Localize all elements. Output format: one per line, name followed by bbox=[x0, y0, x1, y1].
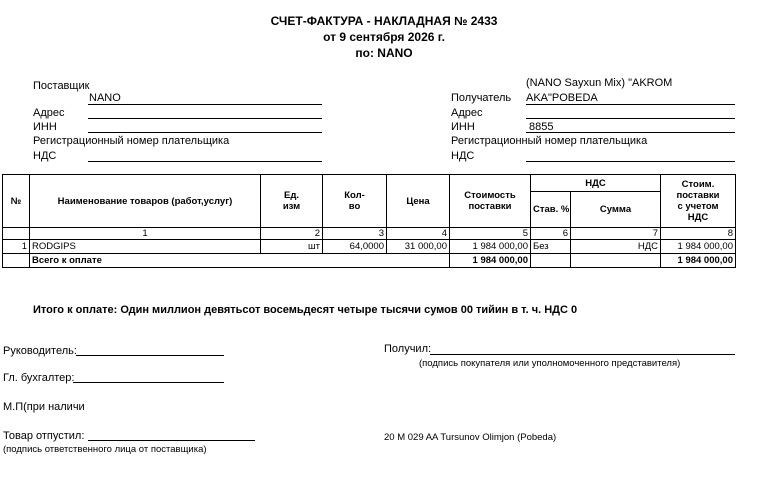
received-signature-line bbox=[430, 354, 735, 355]
row-total: 1 984 000,00 bbox=[661, 240, 736, 254]
table-header-row bbox=[3, 175, 736, 192]
header-unit bbox=[261, 175, 323, 228]
column-number: 3 bbox=[323, 228, 387, 240]
header-cost-line1: Стоимость bbox=[464, 190, 516, 201]
supplier-nds-underline bbox=[88, 161, 322, 162]
header-total-line1: Стоим. bbox=[681, 179, 715, 190]
row-nds-rate: Без bbox=[531, 240, 571, 254]
column-number: 2 bbox=[261, 228, 323, 240]
column-number: 8 bbox=[661, 228, 736, 240]
header-cost-line2: поставки bbox=[468, 201, 512, 212]
total-row-blank bbox=[3, 254, 30, 268]
header-nds-rate: Став. % bbox=[531, 192, 571, 228]
header-total-line2: поставки bbox=[676, 190, 720, 201]
supplier-reg-label: Регистрационный номер плательщика bbox=[33, 135, 230, 147]
accountant-signature-line bbox=[73, 382, 224, 383]
header-total-line3: с учетом bbox=[677, 201, 719, 212]
supplier-address-label: Адрес bbox=[33, 107, 65, 119]
total-row bbox=[3, 254, 736, 268]
amount-in-words: Итого к оплате: Один миллион девятьсот восемьдесят четыре тысячи сумов 00 тийин в т. ч. НДС 0 bbox=[33, 304, 578, 316]
header-price: Цена bbox=[387, 175, 450, 228]
row-name: RODGIPS bbox=[30, 240, 261, 254]
recipient-label: Получатель bbox=[451, 92, 512, 104]
row-nds-sum: НДС bbox=[571, 240, 661, 254]
invoice-date: от 9 сентября 2026 г. bbox=[323, 30, 445, 44]
header-unit-line2: изм bbox=[282, 201, 301, 212]
recipient-nds-underline bbox=[526, 161, 735, 162]
supplier-nds-label: НДС bbox=[33, 150, 57, 162]
seal-label: М.П(при наличи bbox=[3, 401, 85, 413]
items-table bbox=[2, 174, 736, 268]
invoice-contract: по: NANO bbox=[355, 46, 413, 60]
supplier-value: NANO bbox=[89, 92, 121, 104]
total-cost: 1 984 000,00 bbox=[450, 254, 531, 268]
header-nds-sum: Сумма bbox=[571, 192, 661, 228]
row-cost: 1 984 000,00 bbox=[450, 240, 531, 254]
row-qty: 64,0000 bbox=[323, 240, 387, 254]
received-label: Получил: bbox=[384, 343, 432, 355]
column-number: 4 bbox=[387, 228, 450, 240]
supplier-inn-underline bbox=[88, 132, 322, 133]
released-label: Товар отпустил: bbox=[3, 430, 85, 442]
column-number: 1 bbox=[30, 228, 261, 240]
accountant-label: Гл. бухгалтер: bbox=[3, 372, 75, 384]
header-qty-line1: Кол- bbox=[344, 190, 365, 201]
recipient-address-underline bbox=[526, 118, 735, 119]
invoice-title: СЧЕТ-ФАКТУРА - НАКЛАДНАЯ № 2433 bbox=[270, 14, 498, 28]
column-number: 6 bbox=[531, 228, 571, 240]
recipient-inn-underline bbox=[526, 132, 735, 133]
recipient-reg-label: Регистрационный номер плательщика bbox=[451, 135, 648, 147]
header-total-line4: НДС bbox=[687, 212, 709, 223]
recipient-nds-label: НДС bbox=[451, 150, 475, 162]
column-number-row bbox=[3, 228, 736, 240]
recipient-address-label: Адрес bbox=[451, 107, 483, 119]
total-with-nds: 1 984 000,00 bbox=[661, 254, 736, 268]
director-signature-line bbox=[76, 355, 224, 356]
recipient-value-line2: AKA"POBEDA bbox=[526, 92, 598, 104]
supplier-address-underline bbox=[88, 118, 322, 119]
released-note: (подпись ответственного лица от поставщика) bbox=[3, 444, 207, 455]
row-num: 1 bbox=[3, 240, 30, 254]
power-of-attorney: 20 M 029 AA Tursunov Olimjon (Pobeda) bbox=[384, 432, 557, 443]
table-row bbox=[3, 240, 736, 254]
row-unit: шт bbox=[261, 240, 323, 254]
recipient-inn-label: ИНН bbox=[451, 121, 475, 133]
recipient-value-line1: (NANO Sayxun Mix) "AKROM bbox=[526, 77, 673, 89]
total-nds-rate bbox=[531, 254, 571, 268]
header-qty-line2: во bbox=[348, 201, 361, 212]
released-signature-line bbox=[88, 440, 255, 441]
received-note: (подпись покупателя или уполномоченного представителя) bbox=[419, 358, 681, 369]
director-label: Руководитель: bbox=[3, 345, 77, 357]
total-nds-sum bbox=[571, 254, 661, 268]
header-name: Наименование товаров (работ,услуг) bbox=[30, 175, 261, 228]
column-number-blank bbox=[3, 228, 30, 240]
row-price: 31 000,00 bbox=[387, 240, 450, 254]
header-unit-line1: Ед. bbox=[283, 190, 299, 201]
supplier-inn-label: ИНН bbox=[33, 121, 57, 133]
recipient-underline bbox=[526, 104, 735, 105]
header-cost bbox=[450, 175, 531, 228]
header-qty bbox=[323, 175, 387, 228]
column-number: 7 bbox=[571, 228, 661, 240]
column-number: 5 bbox=[450, 228, 531, 240]
supplier-label: Поставщик bbox=[33, 80, 90, 92]
header-nds: НДС bbox=[531, 175, 661, 192]
recipient-inn-value: 8855 bbox=[529, 121, 554, 133]
header-total bbox=[661, 175, 736, 228]
header-num: № bbox=[3, 175, 30, 228]
total-label: Всего к оплате bbox=[30, 254, 450, 268]
supplier-underline bbox=[88, 104, 322, 105]
